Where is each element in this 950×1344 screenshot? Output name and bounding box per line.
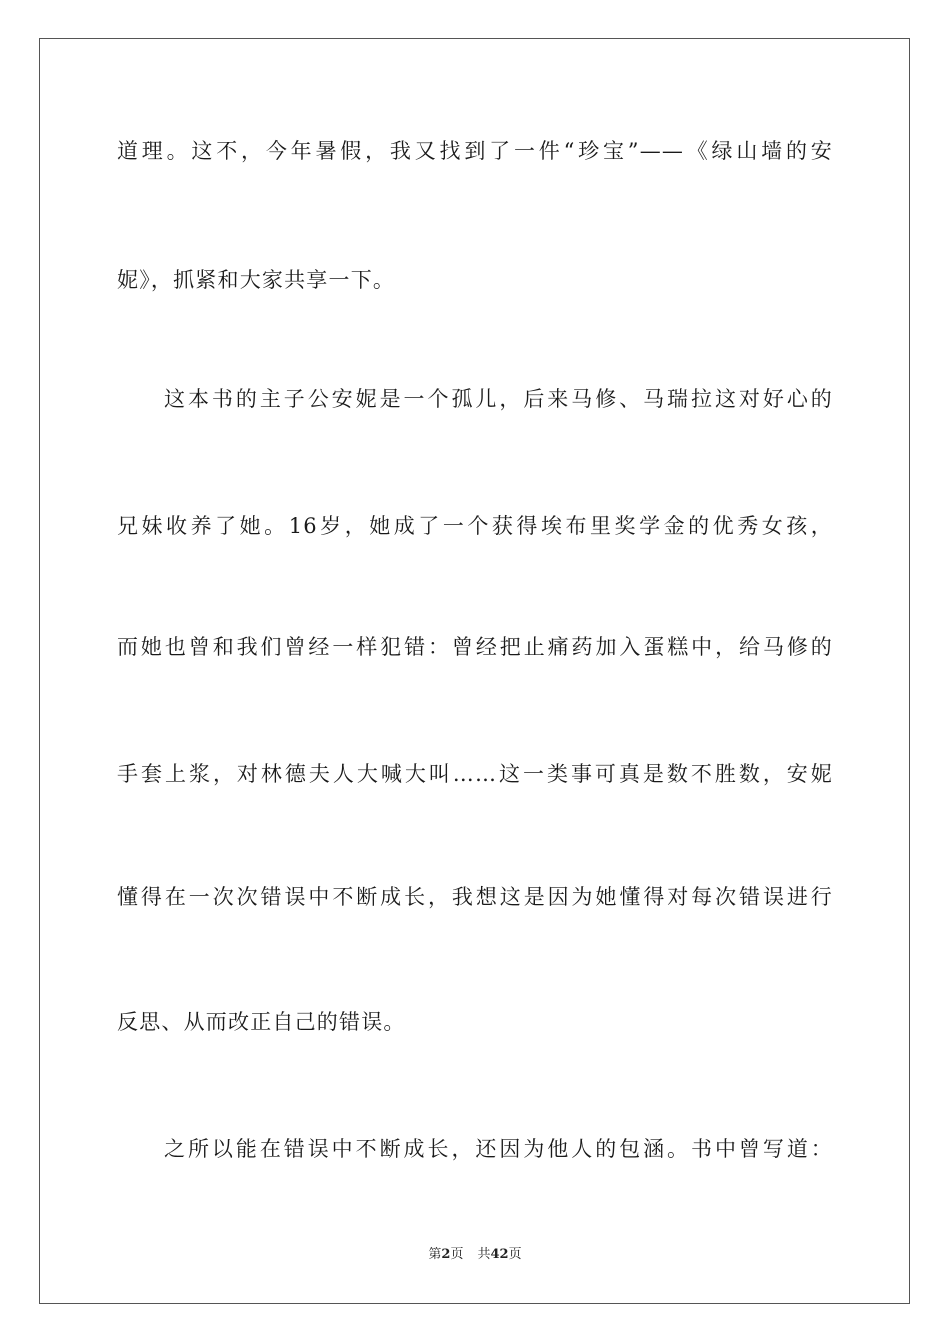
- paragraph-line-2: 妮》，抓紧和大家共享一下。: [117, 268, 396, 292]
- total-prefix: 共: [477, 1247, 491, 1262]
- paragraph-line-6: 手套上浆，对林德夫人大喊大叫……这一类事可真是数不胜数，安妮: [117, 762, 833, 786]
- paragraph-line-4: 兄妹收养了她。16岁，她成了一个获得埃布里奖学金的优秀女孩，: [117, 514, 833, 538]
- page-suffix: 页: [450, 1247, 464, 1262]
- total-suffix: 页: [508, 1247, 522, 1262]
- paragraph-line-3: 这本书的主子公安妮是一个孤儿，后来马修、马瑞拉这对好心的: [164, 387, 833, 411]
- paragraph-line-8: 反思、从而改正自己的错误。: [117, 1010, 406, 1034]
- page-number: 2: [441, 1247, 451, 1262]
- page-prefix: 第: [428, 1247, 442, 1262]
- paragraph-line-7: 懂得在一次次错误中不断成长，我想这是因为她懂得对每次错误进行: [117, 885, 833, 909]
- paragraph-line-5: 而她也曾和我们曾经一样犯错：曾经把止痛药加入蛋糕中，给马修的: [117, 635, 833, 659]
- page-border: [39, 38, 910, 1304]
- page-footer: [0, 1246, 950, 1264]
- paragraph-line-9: 之所以能在错误中不断成长，还因为他人的包涵。书中曾写道：: [164, 1137, 833, 1161]
- paragraph-line-1: 道理。这不，今年暑假，我又找到了一件“珍宝”——《绿山墙的安: [117, 139, 833, 163]
- total-pages: 42: [490, 1247, 509, 1262]
